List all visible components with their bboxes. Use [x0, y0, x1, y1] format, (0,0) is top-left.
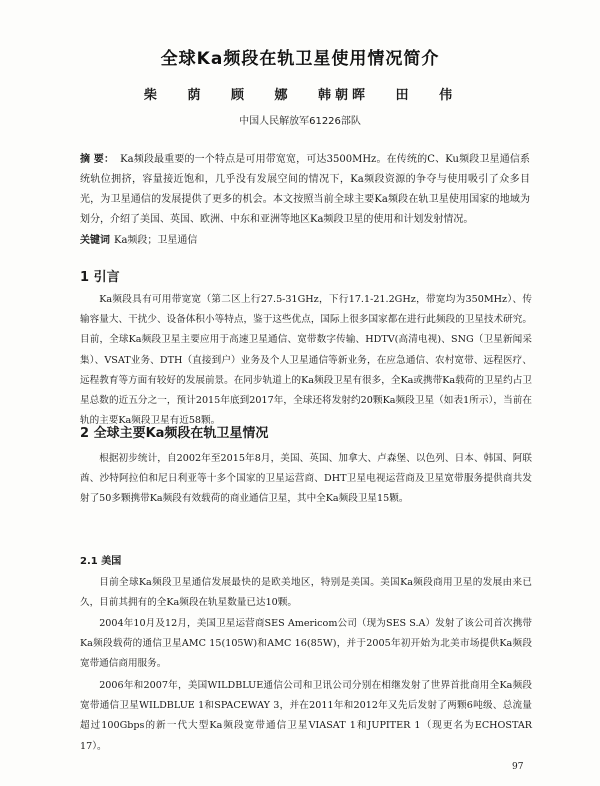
- keywords-text: Ka频段；卫星通信: [114, 235, 198, 246]
- keywords-label: 关键词: [80, 235, 110, 246]
- usa-paragraph-3: 2006年和2007年，美国WILDBLUE通信公司和卫讯公司分别在相继发射了世界首批商用全Ka频段宽带通信卫星WILDBLUE 1和SPACEWAY 3，并在2011年和2012年又先后发射了两颗6吨级、总流量超过100Gbps的新一代大型Ka频段宽带通信卫星VIASAT 1和JUPITER 1（现更名为ECHOSTAR 17）。: [80, 680, 532, 752]
- abstract-label: 摘 要：: [80, 154, 115, 165]
- usa-paragraph-2: 2004年10月及12月，美国卫星运营商SES Americom公司（现为SES S.A）发射了该公司首次携带Ka频段载荷的通信卫星AMC 15(105W)和AMC 16(85W)，并于2005年初开始为北美市场提供Ka频段宽带通信商用服务。: [80, 618, 532, 670]
- subsection-heading-usa: 2.1 美国: [80, 556, 122, 567]
- abstract-block: [80, 150, 530, 230]
- author-list: 柴 荫 顾 娜 韩朝晖 田 伟: [143, 88, 457, 103]
- usa-paragraph-1: 目前全球Ka频段卫星通信发展最快的是欧美地区，特别是美国。美国Ka频段商用卫星的发展由来已久，目前其拥有的全Ka频段在轨星数量已达10颗。: [80, 577, 532, 609]
- keywords-block: [80, 231, 530, 246]
- global-paragraph: 根据初步统计，自2002年至2015年8月，美国、英国、加拿大、卢森堡、以色列、日本、韩国、阿联酋、沙特阿拉伯和尼日利亚等十多个国家的卫星运营商、DHT卫星电视运营商及卫星宽带服务提供商共发射了50多颗携带Ka频段有效载荷的商业通信卫星，其中全Ka频段卫星15颗。: [80, 453, 532, 505]
- page-number: 97: [512, 762, 524, 772]
- abstract-text: Ka频段最重要的一个特点是可用带宽宽，可达3500MHz。在传统的C、Ku频段卫星通信系统轨位拥挤，容量接近饱和，几乎没有发展空间的情况下，Ka频段资源的争夺与使用吸引了众多目光，为卫星通信的发展提供了更多的机会。本文按照当前全球主要Ka频段在轨卫星使用国家的地域为划分，介绍了美国、英国、欧洲、中东和亚洲等地区Ka频段卫星的使用和计划发射情况。: [80, 154, 531, 225]
- section-heading-intro: 1 引言: [80, 270, 120, 285]
- intro-paragraph: Ka频段具有可用带宽宽（第二区上行27.5-31GHz，下行17.1-21.2GHz，带宽均为350MHz）、传输容量大、干扰少、设备体积小等特点，鉴于这些优点，国际上很多国家都在进行此频段的卫星技术研究。目前，全球Ka频段卫星主要应用于高速卫星通信、宽带数字传输、HDTV(高清电视)、SNG（卫星新闻采集）、VSAT业务、DTH（直接到户）业务及个人卫星通信等新业务，在应急通信、农村宽带、远程医疗、远程教育等方面有较好的发展前景。在同步轨道上的Ka频段卫星有很多，全Ka或携带Ka载荷的卫星约占卫星总数的近五分之一，预计2015年底到2017年，全球还将发射约20颗Ka频段卫星（如表1所示），当前在轨的主要Ka频段卫星有近58颗。: [80, 294, 532, 427]
- affiliation: 中国人民解放军61226部队: [239, 116, 361, 127]
- article-title: 全球Ka频段在轨卫星使用情况简介: [160, 49, 440, 69]
- section-heading-global: 2 全球主要Ka频段在轨卫星情况: [80, 426, 269, 441]
